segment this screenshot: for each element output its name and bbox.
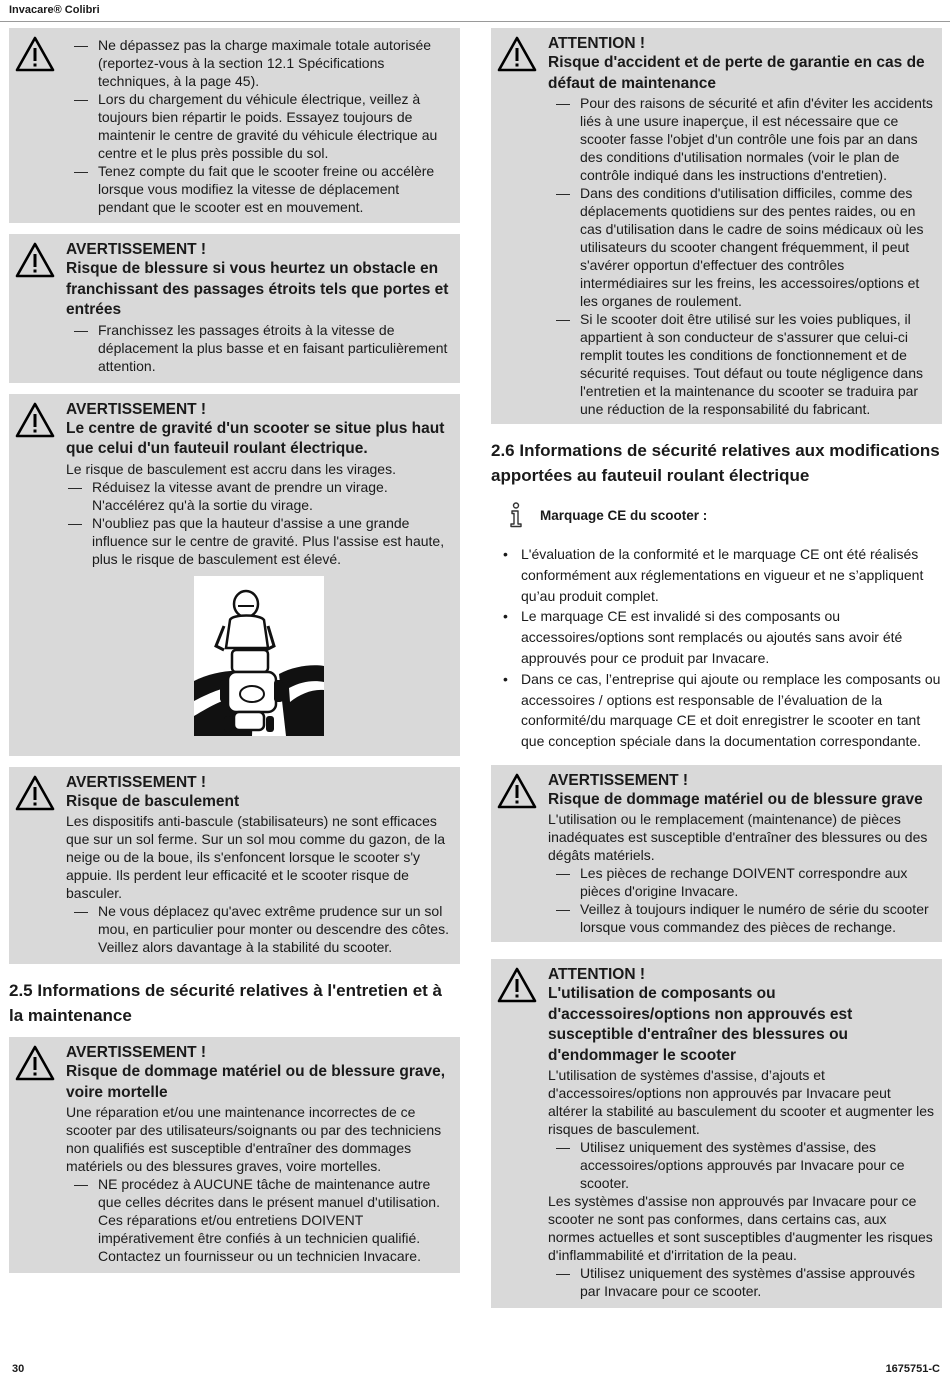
warning-subtitle: Risque de basculement bbox=[66, 792, 240, 810]
list-item: — Ne vous déplacez qu'avec extrême prudence sur un sol mou, en particulier pour monter ou descendre des côtes. Veillez alors davantage à la stabilité du scooter. bbox=[66, 902, 452, 956]
info-icon bbox=[508, 502, 524, 528]
warning-subtitle: Risque de dommage matériel ou de blessure grave bbox=[548, 790, 923, 808]
caution-body: L'utilisation de systèmes d'assise, d’ajouts et d'accessoires/options non approuvés par Invacare peut altérer la stabilité au basculement du scooter et augmenter les risques de basculement. bbox=[548, 1067, 934, 1138]
caution-body-2: Les systèmes d'assise non approuvés par Invacare pour ce scooter ne sont pas conformes, dans certains cas, aux normes actuelles et sont susceptibles d'augmenter les risques d'inflammabilité et d'irritation de la peau. bbox=[548, 1193, 933, 1264]
list-item: • L'évaluation de la conformité et le marquage CE ont été réalisés conformément aux réglementations en vigueur et ne s’appliquent qu’au produit complet. bbox=[491, 544, 942, 606]
instruction-list bbox=[60, 478, 452, 568]
instruction-list bbox=[548, 1138, 934, 1192]
caution-box-unapproved-components bbox=[491, 959, 942, 1308]
right-column bbox=[491, 28, 942, 1319]
instruction-list bbox=[548, 864, 934, 936]
caution-title: ATTENTION ! bbox=[548, 966, 646, 984]
section-heading-2-6: 2.6 Informations de sécurité relatives aux modifications apportées au fauteuil roulant électrique bbox=[491, 441, 940, 485]
list-item: — NE procédez à AUCUNE tâche de maintenance autre que celles décrites dans le présent manuel d'utilisation. Ces réparations et/ou entretiens DOIVENT impérativement être confiés à un technicien qualifié. Contactez un fournisseur ou un technicien Invacare. bbox=[66, 1175, 452, 1265]
list-item: — Veillez à toujours indiquer le numéro de série du scooter lorsque vous commandez des pièces de rechange. bbox=[548, 900, 934, 936]
caution-subtitle: Risque d'accident et de perte de garantie en cas de défaut de maintenance bbox=[548, 54, 925, 92]
warning-title: AVERTISSEMENT ! bbox=[66, 241, 207, 258]
page-number: 30 bbox=[12, 1363, 25, 1375]
warning-subtitle: Risque de blessure si vous heurtez un obstacle en franchissant des passages étroits tels que portes et entrées bbox=[66, 260, 449, 318]
warning-body: Les dispositifs anti-bascule (stabilisateurs) ne sont efficaces que sur un sol ferme. Sur un sol mou comme du gazon, de la neige ou de la boue, ils s'enfoncent lorsque le scooter s'y appuie. Ils perdent leur efficacité et le scooter risque de basculer. bbox=[66, 813, 445, 901]
list-item: — Réduisez la vitesse avant de prendre un virage. N'accélérez qu'à la sortie du virage. bbox=[60, 478, 452, 514]
caution-title: ATTENTION ! bbox=[548, 35, 646, 52]
warning-triangle-icon bbox=[15, 775, 55, 811]
list-item: • Le marquage CE est invalidé si des composants ou accessoires/options sont remplacés ou ajoutés sans avoir été approuvés pour ce produit par Invacare. bbox=[491, 606, 942, 668]
instruction-list bbox=[66, 902, 452, 956]
scooter-cornering-illustration bbox=[194, 576, 324, 736]
caution-box-maintenance-warranty bbox=[491, 28, 942, 424]
warning-triangle-icon bbox=[497, 967, 537, 1003]
warning-triangle-icon bbox=[497, 36, 537, 72]
ce-bullet-list bbox=[491, 544, 942, 752]
warning-triangle-icon bbox=[15, 36, 55, 72]
warning-box-load bbox=[9, 28, 460, 223]
instruction-list bbox=[66, 1175, 452, 1265]
instruction-list bbox=[548, 1264, 934, 1300]
list-item: — N'oubliez pas que la hauteur d'assise a une grande influence sur le centre de gravité. Plus l'assise est haute, plus le risque de basculement est élevé. bbox=[60, 514, 452, 568]
warning-box-maintenance bbox=[9, 1037, 460, 1273]
list-item: — Utilisez uniquement des systèmes d'assise approuvés par Invacare pour ce scooter. bbox=[548, 1264, 934, 1300]
list-item: — Franchissez les passages étroits à la vitesse de déplacement la plus basse et en faisant particulièrement attention. bbox=[66, 321, 452, 375]
warning-title: AVERTISSEMENT ! bbox=[66, 1044, 207, 1061]
warning-body: Une réparation et/ou une maintenance incorrectes de ce scooter par des utilisateurs/soignants ou par des techniciens non qualifiés est susceptible d'entraîner des dommages matériels ou des blessures graves, voire mortelles. bbox=[66, 1104, 442, 1174]
ce-marking-label: Marquage CE du scooter : bbox=[540, 508, 708, 523]
list-item: — Dans des conditions d'utilisation difficiles, comme des déplacements quotidiens sur des pentes raides, ou en cas d'utilisation dans le cadre de soins médicaux où les utilisateurs du scooter changent fréquemment, il peut s'avérer opportun d'effectuer des contrôles intermédiaires sur les freins, les accessoires/options et les organes de roulement. bbox=[548, 184, 934, 310]
section-heading-2-5: 2.5 Informations de sécurité relatives à l'entretien et à la maintenance bbox=[9, 981, 442, 1025]
list-item: — Les pièces de rechange DOIVENT correspondre aux pièces d'origine Invacare. bbox=[548, 864, 934, 900]
caution-subtitle: L'utilisation de composants ou d'accessoires/options non approuvés est susceptible d'entraîner des blessures ou d'endommager le scooter bbox=[548, 985, 853, 1064]
warning-body: L'utilisation ou le remplacement (maintenance) de pièces inadéquates est susceptible d'entraîner des blessures ou des dégâts matériels. bbox=[548, 811, 928, 864]
left-column bbox=[9, 28, 460, 1284]
warning-body: Le risque de basculement est accru dans les virages. bbox=[66, 460, 396, 477]
warning-title: AVERTISSEMENT ! bbox=[66, 400, 207, 418]
instruction-list bbox=[548, 94, 934, 418]
list-item: — Tenez compte du fait que le scooter freine ou accélère lorsque vous modifiez la vitesse de déplacement pendant que le scooter est en mouvement. bbox=[66, 162, 452, 216]
instruction-list bbox=[66, 321, 452, 375]
document-code: 1675751-C bbox=[885, 1363, 940, 1375]
instruction-list bbox=[66, 36, 452, 216]
warning-triangle-icon bbox=[497, 773, 537, 809]
ce-marking-note bbox=[491, 502, 942, 532]
list-item: — Si le scooter doit être utilisé sur les voies publiques, il appartient à son conducteur de s'assurer que celui-ci remplit toutes les conditions de fonctionnement et de sécurité requises. Tout défaut ou toute négligence dans l'entretien et la maintenance du scooter se traduira par une réduction de la responsabilité du fabricant. bbox=[548, 310, 934, 418]
warning-triangle-icon bbox=[15, 242, 55, 278]
warning-box-center-of-gravity bbox=[9, 394, 460, 756]
header-rule bbox=[0, 21, 950, 22]
warning-triangle-icon bbox=[15, 1045, 55, 1081]
warning-subtitle: Risque de dommage matériel ou de blessure grave, voire mortelle bbox=[66, 1063, 446, 1101]
list-item: — Ne dépassez pas la charge maximale totale autorisée (reportez-vous à la section 12.1 Spécifications techniques, à la page 45). bbox=[66, 36, 452, 90]
list-item: — Utilisez uniquement des systèmes d'assise, des accessoires/options approuvés par Invacare pour ce scooter. bbox=[548, 1138, 934, 1192]
warning-title: AVERTISSEMENT ! bbox=[66, 773, 207, 791]
warning-box-narrow-passages bbox=[9, 234, 460, 383]
warning-box-tipping bbox=[9, 767, 460, 965]
warning-subtitle: Le centre de gravité d'un scooter se situe plus haut que celui d'un fauteuil roulant électrique. bbox=[66, 419, 445, 457]
warning-title: AVERTISSEMENT ! bbox=[548, 771, 689, 789]
list-item: — Lors du chargement du véhicule électrique, veillez à toujours bien répartir le poids. Essayez toujours de maintenir le centre de gravité du véhicule électrique au centre et le plus près possible du sol. bbox=[66, 90, 452, 162]
warning-triangle-icon bbox=[15, 402, 55, 438]
warning-box-spare-parts bbox=[491, 765, 942, 943]
list-item: — Pour des raisons de sécurité et afin d'éviter les accidents liés à une usure inaperçue, il est nécessaire que ce scooter fasse l'objet d'un contrôle une fois par an dans des conditions d'utilisation normales (voir le plan de contrôle indiqué dans les instructions d'entretien). bbox=[548, 94, 934, 184]
running-header: Invacare® Colibri bbox=[9, 4, 100, 16]
list-item: • Dans ce cas, l’entreprise qui ajoute ou remplace les composants ou accessoires / options est responsable de l’évaluation de la conformité/du marquage CE et doit enregistrer le scooter en tant que conception spéciale dans la documentation correspondante. bbox=[491, 669, 942, 752]
